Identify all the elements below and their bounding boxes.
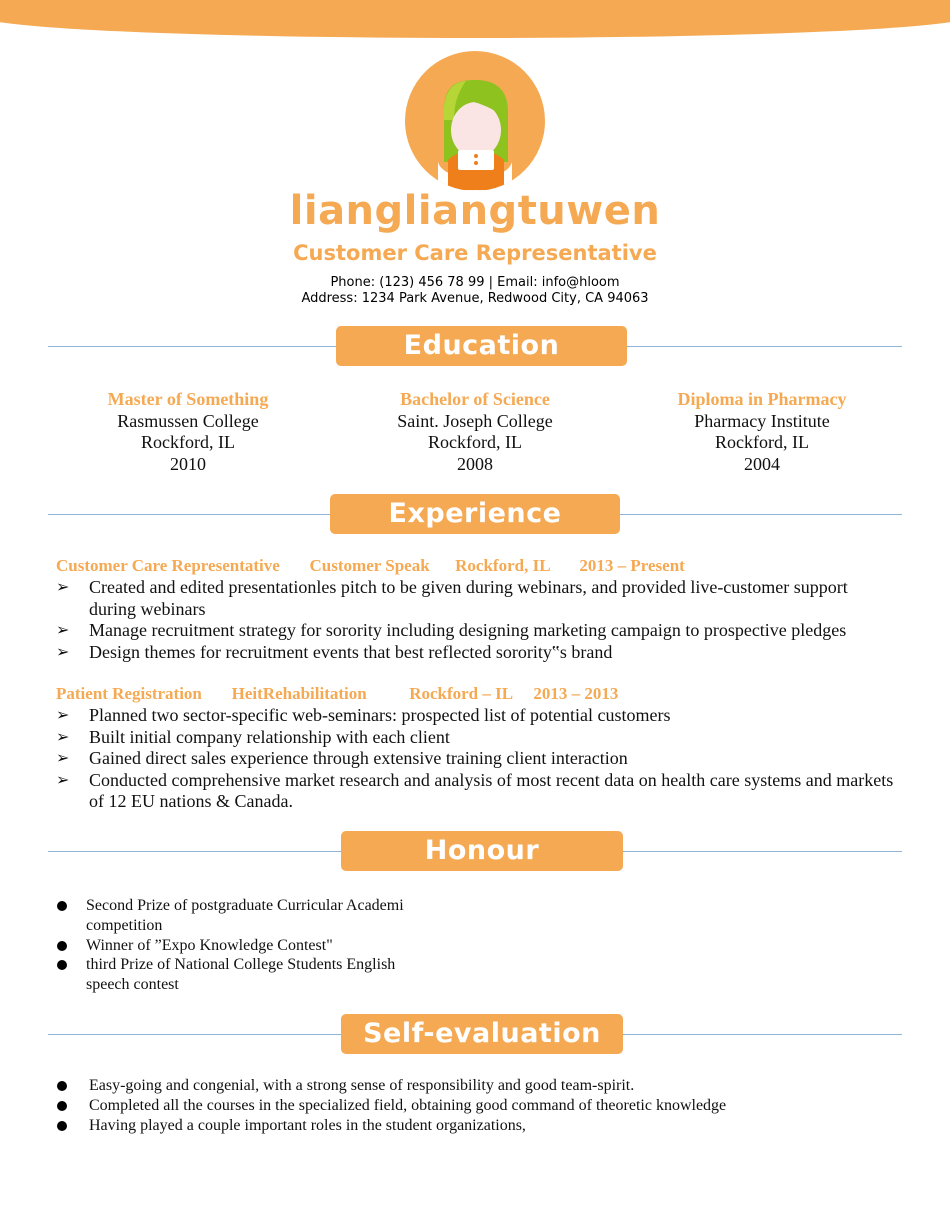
experience-heading: Experience [330, 494, 620, 534]
experience-section-header [48, 494, 902, 534]
arrow-bullet-icon: ➢ [56, 643, 70, 661]
position: Patient Registration [56, 684, 202, 703]
job-title: Customer Care Representative [293, 241, 657, 265]
list-item: Having played a couple important roles in the student organizations, [56, 1116, 916, 1136]
location: Rockford, IL [715, 432, 809, 452]
location: Rockford – IL [409, 684, 513, 703]
arrow-bullet-icon: ➢ [56, 771, 70, 789]
education-section-header [48, 326, 902, 366]
school: Pharmacy Institute [694, 410, 830, 431]
education-entry [617, 389, 907, 475]
location: Rockford, IL [455, 556, 550, 575]
list-item: ➢ Manage recruitment strategy for sorority including designing marketing campaign to prospective pledges [56, 620, 847, 640]
list-item: ➢ Built initial company relationship with each client [56, 726, 450, 747]
bullet-dot-icon [57, 1081, 67, 1091]
list-item: Second Prize of postgraduate Curricular Academi competition [56, 896, 436, 936]
self-evaluation-heading: Self-evaluation [341, 1014, 623, 1054]
list-item: ➢ Conducted comprehensive market research and analysis of most recent data on health care systems and markets of 12 EU nations & Canada. [56, 769, 894, 811]
degree: Master of Something [107, 389, 269, 409]
degree: Bachelor of Science [400, 389, 550, 409]
education-heading: Education [336, 326, 627, 366]
list-item: ➢ Design themes for recruitment events that best reflected sorority‟s brand [56, 641, 613, 662]
top-decorative-band [0, 0, 950, 38]
school: Saint. Joseph College [397, 410, 553, 431]
arrow-bullet-icon: ➢ [56, 750, 70, 767]
honour-heading: Honour [341, 831, 623, 871]
contact-phone-email: Phone: (123) 456 78 99 | Email: info@hloom [330, 275, 620, 290]
company: Customer Speak [309, 556, 430, 575]
experience-bullet-list [56, 705, 896, 813]
year: 2004 [744, 453, 780, 474]
arrow-bullet-icon: ➢ [56, 579, 70, 596]
list-item: ➢ Created and edited presentationles pitch to be given during webinars, and provided live-customer support during webinars [56, 577, 848, 619]
education-entry [43, 389, 333, 475]
self-evaluation-section-header [48, 1014, 902, 1054]
list-item: Winner of ”Expo Knowledge Contest" [56, 936, 436, 956]
user-avatar-icon [404, 50, 546, 192]
location: Rockford, IL [141, 432, 235, 452]
bullet-dot-icon [57, 941, 67, 951]
candidate-name: liangliangtuwen [289, 188, 661, 234]
education-entry [330, 389, 620, 475]
position: Customer Care Representative [56, 556, 280, 575]
self-evaluation-list [56, 1076, 916, 1135]
arrow-bullet-icon: ➢ [56, 622, 70, 639]
arrow-bullet-icon: ➢ [56, 728, 70, 746]
period: 2013 – 2013 [533, 684, 619, 703]
bullet-dot-icon [57, 901, 67, 911]
arrow-bullet-icon: ➢ [56, 707, 70, 724]
honour-list [56, 896, 436, 995]
contact-address: Address: 1234 Park Avenue, Redwood City, CA 94063 [301, 291, 649, 306]
bullet-dot-icon [57, 1101, 67, 1111]
experience-bullet-list [56, 577, 896, 663]
degree: Diploma in Pharmacy [677, 389, 847, 409]
year: 2010 [170, 453, 206, 474]
experience-header [56, 556, 685, 576]
list-item: ➢ Planned two sector-specific web-seminars: prospected list of potential customers [56, 705, 671, 725]
bullet-dot-icon [57, 960, 67, 970]
list-item: Completed all the courses in the specialized field, obtaining good command of theoretic knowledge [56, 1096, 916, 1116]
list-item: ➢ Gained direct sales experience through extensive training client interaction [56, 748, 628, 768]
school: Rasmussen College [117, 410, 259, 431]
period: 2013 – Present [579, 556, 685, 575]
list-item: third Prize of National College Students English speech contest [56, 955, 436, 995]
honour-section-header [48, 831, 902, 871]
bullet-dot-icon [57, 1121, 67, 1131]
list-item: Easy-going and congenial, with a strong sense of responsibility and good team-spirit. [56, 1076, 916, 1096]
experience-header [56, 684, 618, 704]
company: HeitRehabilitation [231, 684, 367, 703]
year: 2008 [457, 453, 493, 474]
location: Rockford, IL [428, 432, 522, 452]
